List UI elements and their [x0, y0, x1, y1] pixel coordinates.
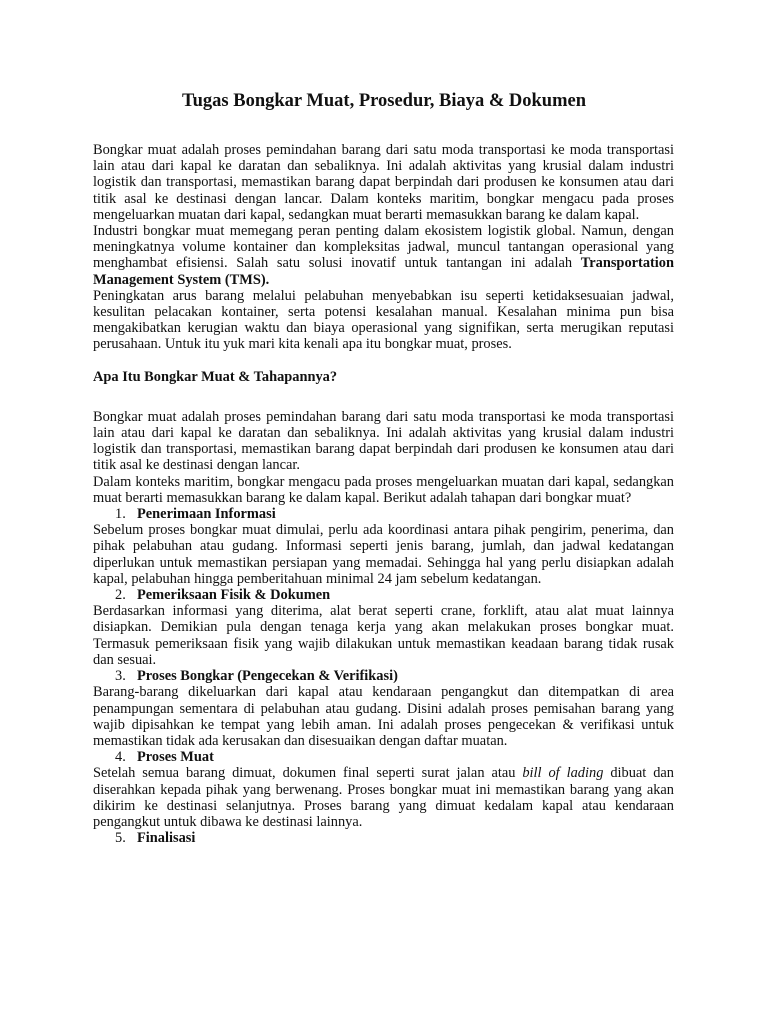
section-paragraph-2: Dalam konteks maritim, bongkar mengacu pada proses mengeluarkan muatan dari kapal, sedangkan muat berarti memasukkan barang ke dalam kapal. Berikut adalah tahapan dari bongkar muat? [93, 473, 674, 506]
document-title: Tugas Bongkar Muat, Prosedur, Biaya & Dokumen [181, 91, 586, 111]
intro-paragraph-2-text: Industri bongkar muat memegang peran penting dalam ekosistem logistik global. Namun, dengan meningkatnya volume kontainer dan kompleksitas jadwal, muncul tantangan operasional yang menghambat efisiensi. Salah satu solusi inovatif untuk tantangan ini adalah [93, 223, 674, 272]
step-number: 5. [115, 830, 126, 847]
step-paragraph-1: Sebelum proses bongkar muat dimulai, perlu ada koordinasi antara pihak pengirim, penerima, dan pihak pelabuhan atau gudang. Informasi seperti jenis barang, jumlah, dan jadwal kedatangan diperlukan untuk memastikan persiapan yang memadai. Sehingga hal yang perlu disiapkan adalah kapal, pelabuhan hingga pemberitahuan minimal 24 jam sebelum kedatangan. [93, 522, 674, 587]
step-paragraph-3: Barang-barang dikeluarkan dari kapal atau kendaraan pengangkut dan ditempatkan di area penampungan sementara di pelabuhan atau gudang. Disini adalah proses pemisahan barang yang wajib dipisahkan ke tempat yang lebih aman. Ini adalah proses pengecekan & verifikasi untuk memastikan tidak ada kerusakan dan disesuaikan dengan daftar muatan. [93, 684, 674, 749]
step-number: 4. [115, 749, 126, 766]
step-title: Proses Muat [137, 749, 214, 766]
intro-paragraph-1: Bongkar muat adalah proses pemindahan barang dari satu moda transportasi ke moda transportasi lain atau dari kapal ke daratan dan sebaliknya. Ini adalah aktivitas yang krusial dalam industri logistik dan transportasi, memastikan barang dapat berpindah dari produsen ke konsumen atau dari titik asal ke destinasi dengan lancar. Dalam konteks maritim, bongkar mengacu pada proses mengeluarkan muatan dari kapal, sedangkan muat berarti memasukkan barang ke dalam kapal. [93, 142, 674, 223]
section-paragraph-1: Bongkar muat adalah proses pemindahan barang dari satu moda transportasi ke moda transportasi lain atau dari kapal ke daratan dan sebaliknya. Ini adalah aktivitas yang krusial dalam industri logistik dan transportasi, memastikan barang dapat berpindah dari produsen ke konsumen atau dari titik asal ke destinasi dengan lancar. [93, 408, 674, 474]
step-title: Pemeriksaan Fisik & Dokumen [137, 587, 331, 604]
step-number: 3. [115, 668, 126, 685]
step-heading-4 [93, 749, 674, 765]
step-paragraph-2: Berdasarkan informasi yang diterima, alat berat seperti crane, forklift, atau alat muat lainnya disiapkan. Demikian pula dengan tenaga kerja yang akan melakukan proses bongkar muat. Termasuk pemeriksaan fisik yang wajib dilakukan untuk memastikan keadaan barang tidak rusak dan sesuai. [93, 603, 674, 668]
document-body [93, 142, 674, 846]
step-title: Penerimaan Informasi [137, 506, 276, 523]
step-number: 2. [115, 587, 126, 604]
step-title: Proses Bongkar (Pengecekan & Verifikasi) [137, 668, 398, 685]
step-heading-3 [93, 668, 674, 684]
step-paragraph-4 [93, 765, 674, 830]
step-title: Finalisasi [137, 830, 196, 847]
tms-term: Transportation Management System (TMS). [93, 255, 674, 288]
step-number: 1. [115, 506, 126, 523]
bill-of-lading-term: bill of lading [522, 765, 604, 782]
intro-paragraph-3: Peningkatan arus barang melalui pelabuhan menyebabkan isu seperti ketidaksesuaian jadwal, kesulitan pelacakan kontainer, serta potensi kesalahan manual. Kesalahan minima pun bisa mengakibatkan kerugian waktu dan biaya operasional yang signifikan, serta merugikan reputasi perusahaan. Untuk itu yuk mari kita kenali apa itu bongkar muat, proses. [93, 287, 674, 353]
step-4-text-before: Setelah semua barang dimuat, dokumen final seperti surat jalan atau [93, 765, 523, 782]
intro-paragraph-2 [93, 223, 674, 288]
step-heading-2 [93, 587, 674, 603]
step-heading-1 [93, 506, 674, 522]
step-4-text-after: dibuat dan diserahkan kepada pihak yang berwenang. Proses bongkar muat ini memastikan barang yang akan dikirim ke destinasi selanjutnya. Proses barang yang dimuat kedalam kapal atau kendaraan pengangkut untuk dibawa ke destinasi lainnya. [93, 765, 675, 830]
spacer [93, 385, 674, 409]
section-heading: Apa Itu Bongkar Muat & Tahapannya? [93, 368, 338, 385]
step-heading-5 [93, 830, 674, 846]
spacer [93, 353, 674, 369]
